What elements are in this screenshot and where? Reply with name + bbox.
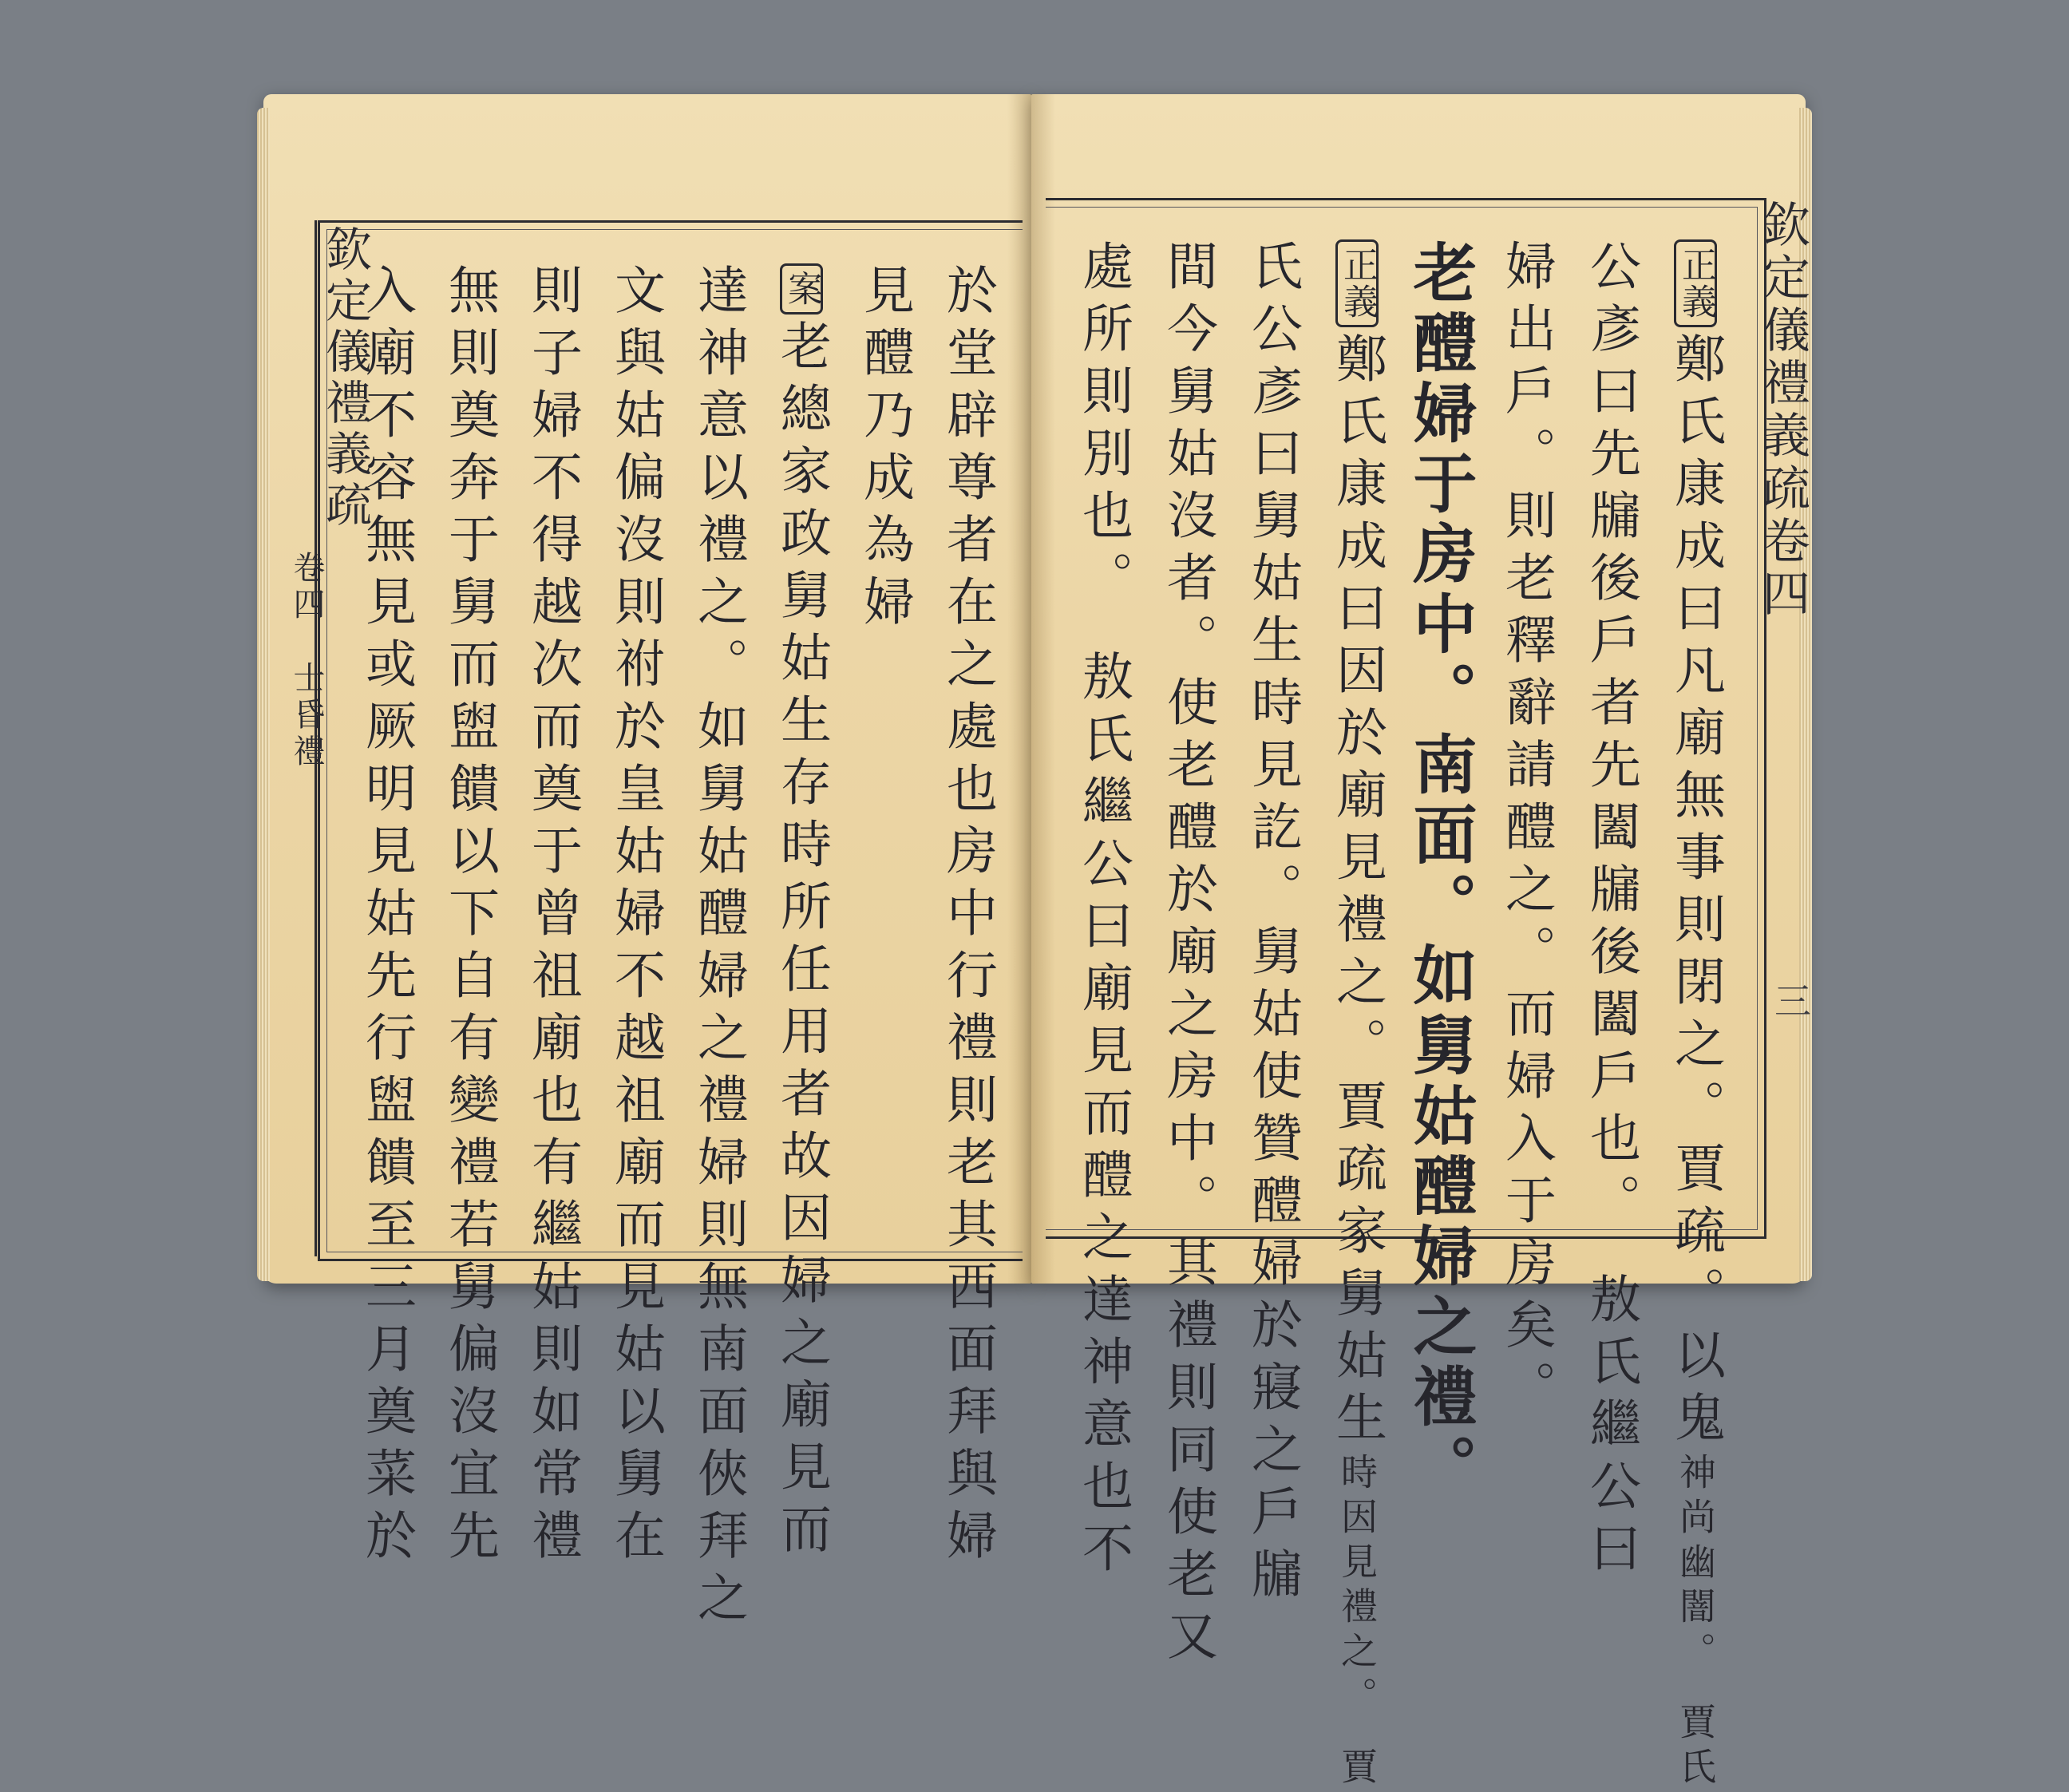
right-margin-title	[1748, 200, 1817, 621]
right-column-5	[1327, 239, 1387, 1792]
right-column-text: 婦出戶。則老釋辭請醴之。而婦入于房矣。	[1497, 239, 1556, 1422]
right-column-8	[1074, 239, 1133, 1584]
right-column-text: 鄭氏康成曰因於廟見禮之。賈疏家舅姑生	[1327, 332, 1387, 1453]
left-column-text: 無則奠奔于舅而盥饋以下自有變禮若舅偏沒宜先	[440, 263, 499, 1571]
right-leaf-number: 三	[1769, 982, 1812, 1019]
left-text-frame	[318, 220, 1023, 1261]
right-column-1	[1666, 239, 1725, 1792]
right-column-text: 處所則別也。 敖氏繼公曰廟見而醴之達神意也不	[1074, 239, 1133, 1584]
left-margin-chapter-column	[284, 551, 330, 771]
left-page-edge	[257, 108, 270, 1281]
left-column-3	[772, 263, 831, 1565]
left-column-8	[357, 263, 416, 1571]
left-column-5	[606, 263, 665, 1571]
left-margin-title-text: 欽定儀禮義疏	[318, 225, 372, 532]
right-margin-title-text: 欽定儀禮義疏	[1754, 200, 1810, 516]
right-column-text: 老醴婦于房中。南面。如舅姑醴婦之禮。	[1402, 239, 1478, 1504]
right-column-text: 鄭氏康成曰凡廟無事則閉之。賈疏。以鬼	[1666, 332, 1725, 1453]
right-column-2	[1581, 239, 1640, 1584]
left-column-6	[523, 263, 582, 1571]
left-column-4	[689, 263, 748, 1633]
left-column-text: 於堂辟尊者在之處也房中行禮則老其西面拜與婦	[938, 263, 997, 1571]
right-column-text: 公彥曰先牖後戶者先闔牖後闔戶也。 敖氏繼公曰	[1581, 239, 1640, 1584]
left-column-text: 見醴乃成為婦	[855, 263, 914, 637]
right-annotation-tag: 正義	[1674, 239, 1717, 327]
left-column-text: 則子婦不得越次而奠于曾祖廟也有繼姑則如常禮	[523, 263, 582, 1571]
left-column-7	[440, 263, 499, 1571]
right-column-4	[1402, 239, 1478, 1504]
left-column-text: 老總家政舅姑生存時所任用者故因婦之廟見而	[772, 319, 831, 1565]
left-column-text: 入廟不容無見或厥明見姑先行盥饋至三月奠菜於	[357, 263, 416, 1571]
right-annotation-tag: 正義	[1335, 239, 1379, 327]
left-column-1	[938, 263, 997, 1571]
right-column-text: 間今舅姑沒者。使老醴於廟之房中。其禮則同使老又	[1158, 239, 1217, 1671]
right-column-6	[1243, 239, 1302, 1609]
left-annotation-tag: 案	[780, 263, 823, 314]
right-column-7	[1158, 239, 1217, 1671]
left-margin-volume: 卷四	[288, 551, 325, 624]
right-column-text: 氏公彥曰舅姑生時見訖。舅姑使贊醴婦於寢之戶牖	[1243, 239, 1302, 1609]
right-column-3	[1497, 239, 1556, 1422]
left-column-text: 達神意以禮之。如舅姑醴婦之禮婦則無南面俠拜之	[689, 263, 748, 1633]
left-column-2	[855, 263, 914, 637]
right-column-subnote: 時因見禮之。 賈	[1335, 1453, 1379, 1792]
right-margin-volume: 卷四	[1754, 516, 1810, 621]
left-margin-chapter: 士昏禮	[288, 661, 325, 771]
right-column-subnote: 神尚幽闇。 賈氏	[1674, 1453, 1717, 1792]
left-column-text: 文與姑偏沒則祔於皇姑婦不越祖廟而見姑以舅在	[606, 263, 665, 1571]
